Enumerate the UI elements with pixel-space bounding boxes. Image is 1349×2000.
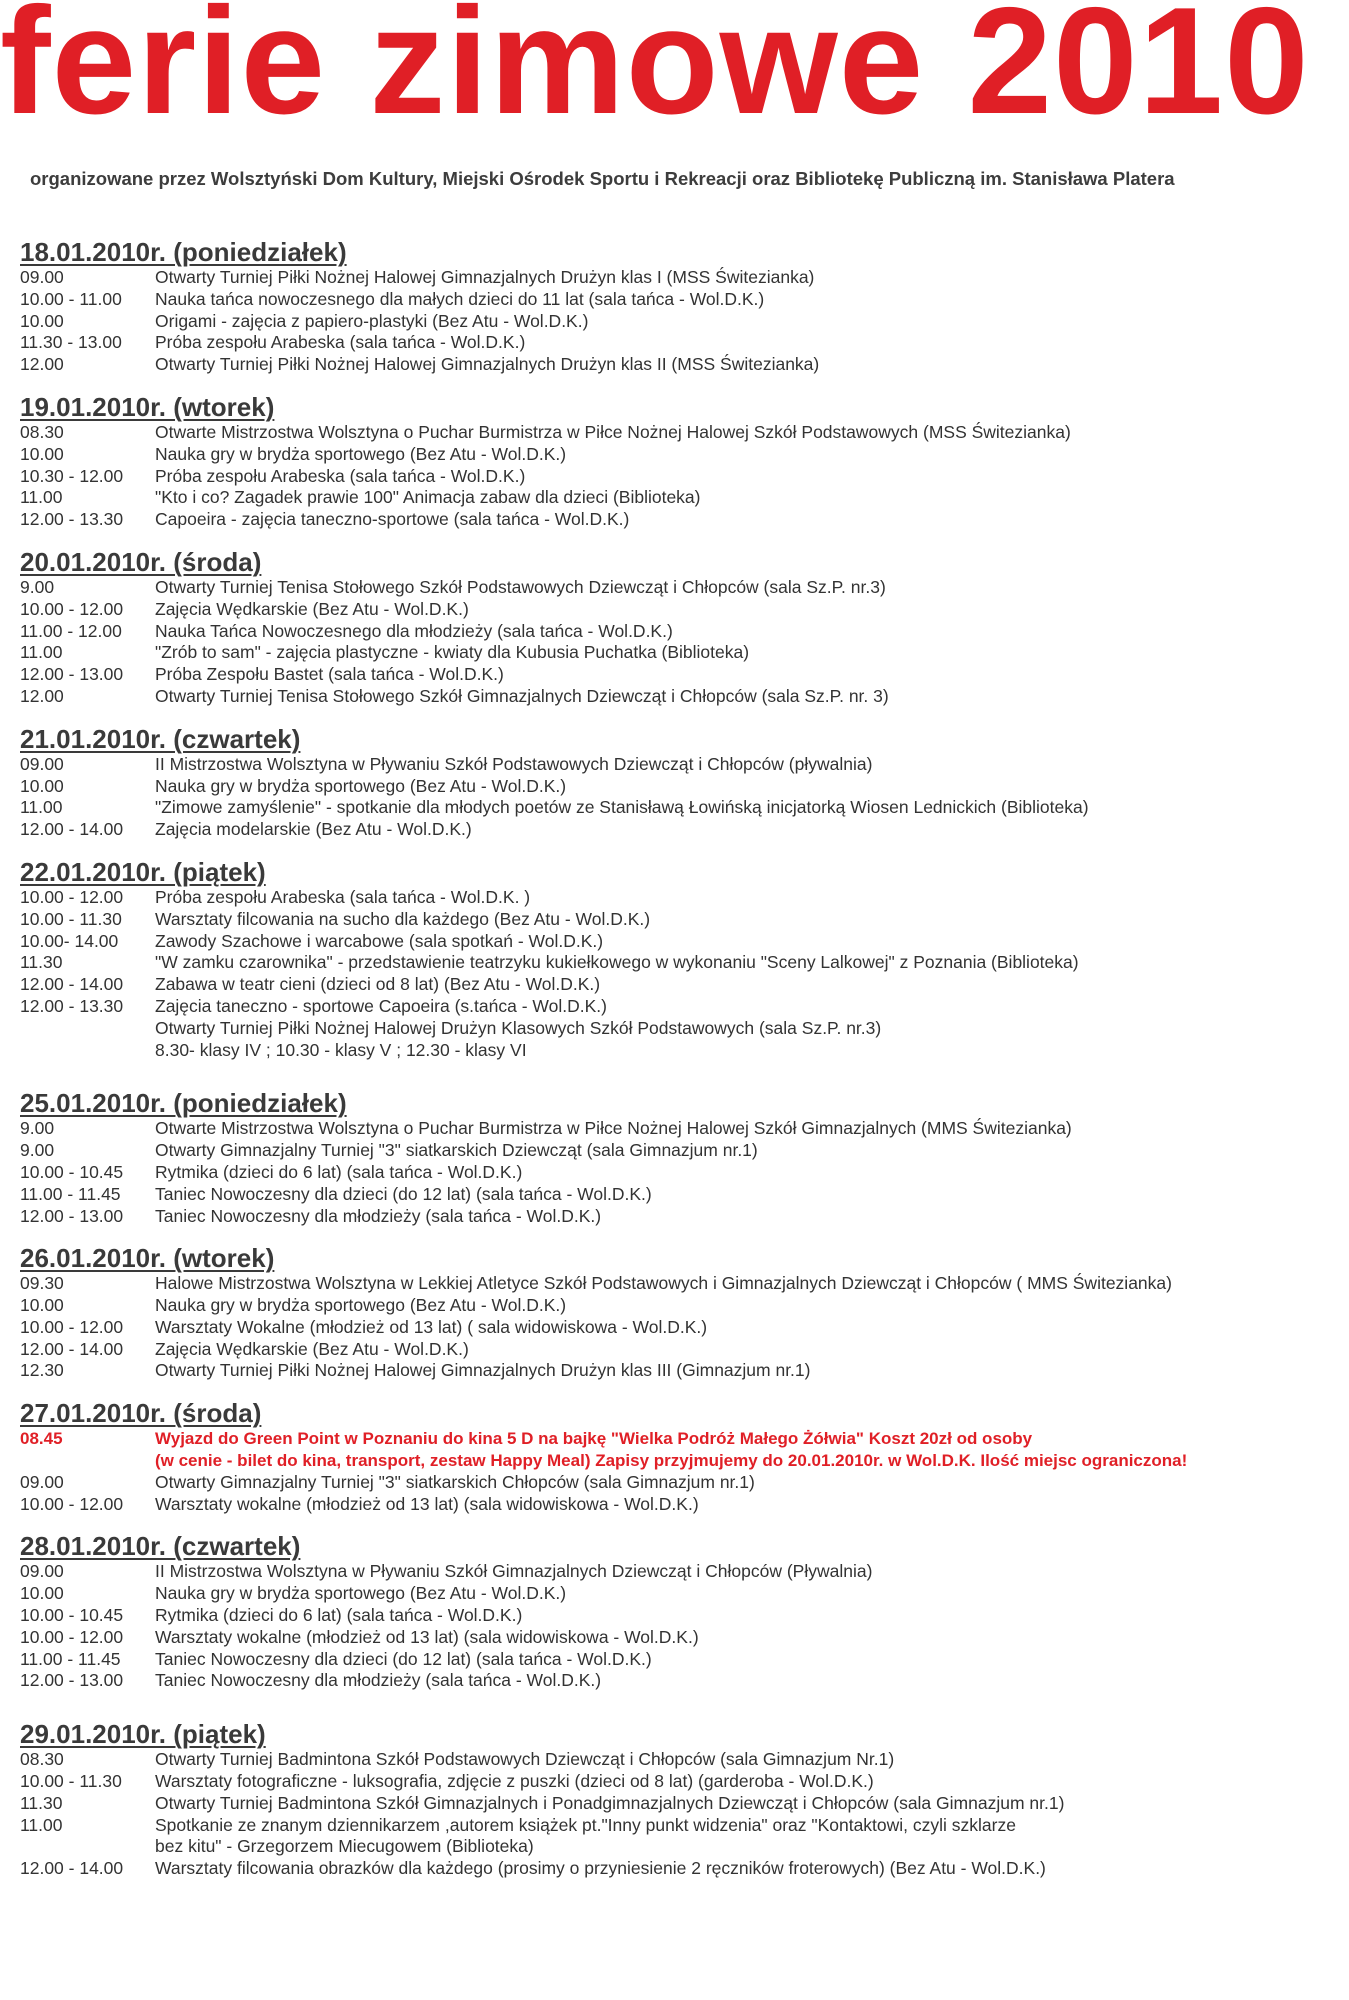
event-description: Nauka gry w brydża sportowego (Bez Atu - Wol.D.K.) (155, 1583, 567, 1604)
event-row (20, 754, 1345, 776)
event-row (20, 466, 1345, 488)
event-description: "Zrób to sam" - zajęcia plastyczne - kwiaty dla Kubusia Puchatka (Biblioteka) (155, 642, 750, 663)
event-description: Halowe Mistrzostwa Wolsztyna w Lekkiej Atletyce Szkół Podstawowych i Gimnazjalnych Dziewcząt i Chłopców ( MMS Świtezianka) (155, 1273, 1172, 1294)
event-row (20, 1649, 1345, 1671)
event-description: Próba zespołu Arabeska (sala tańca - Wol.D.K.) (155, 465, 526, 486)
event-row (20, 797, 1345, 819)
day-heading: 25.01.2010r. (poniedziałek) (20, 1088, 347, 1119)
event-time: 08.30 (20, 1749, 64, 1770)
event-description: Warsztaty filcowania na sucho dla każdego (Bez Atu - Wol.D.K.) (155, 908, 651, 929)
event-description: Otwarty Gimnazjalny Turniej "3" siatkarskich Chłopców (sala Gimnazjum nr.1) (155, 1471, 755, 1492)
event-row (20, 289, 1345, 311)
event-row (20, 909, 1345, 931)
event-description: II Mistrzostwa Wolsztyna w Pływaniu Szkół Gimnazjalnych Dziewcząt i Chłopców (Pływalnia) (155, 1561, 873, 1582)
event-description: Wyjazd do Green Point w Poznaniu do kina 5 D na bajkę "Wielka Podróż Małego Żółwia" Koszt 20zł od osoby (155, 1429, 1033, 1449)
event-row (20, 1605, 1345, 1627)
event-description: Próba Zespołu Bastet (sala tańca - Wol.D.K.) (155, 664, 504, 685)
event-row (20, 974, 1345, 996)
event-description: Zajęcia taneczno - sportowe Capoeira (s.tańca - Wol.D.K.) (155, 995, 607, 1016)
event-time: 09.00 (20, 267, 64, 287)
event-time: 11.00 (20, 797, 63, 818)
event-time (20, 1836, 155, 1858)
event-time: 08.45 (20, 1429, 63, 1449)
event-row (20, 1140, 1345, 1162)
event-time: 12.00 - 13.00 (20, 664, 124, 685)
event-time: 09.00 (20, 1471, 64, 1492)
event-description: Origami - zajęcia z papiero-plastyki (Bez Atu - Wol.D.K.) (155, 310, 589, 331)
event-description: Warsztaty wokalne (młodzież od 13 lat) (sala widowiskowa - Wol.D.K.) (155, 1493, 699, 1514)
event-description: Otwarty Turniej Piłki Nożnej Halowej Gimnazjalnych Drużyn klas I (MSS Świtezianka) (155, 267, 815, 287)
event-time: 10.00 (20, 443, 64, 464)
event-time: 12.00 - 13.00 (20, 1205, 124, 1226)
event-time: 12.00 - 13.00 (20, 1670, 124, 1691)
event-description: bez kitu" - Grzegorzem Miecugowem (Biblioteka) (155, 1836, 534, 1857)
event-time (20, 1040, 155, 1062)
event-description: (w cenie - bilet do kina, transport, zestaw Happy Meal) Zapisy przyjmujemy do 20.01.2010r. w Wol.D.K. Ilość miejsc ograniczona! (155, 1451, 1188, 1471)
event-time: 10.00 (20, 1295, 64, 1316)
schedule (20, 238, 1345, 1897)
event-description: Zajęcia Wędkarskie (Bez Atu - Wol.D.K.) (155, 598, 469, 619)
event-row (20, 686, 1345, 708)
event-row (20, 1040, 1345, 1062)
event-description: "Kto i co? Zagadek prawie 100" Animacja zabaw dla dzieci (Biblioteka) (155, 487, 701, 508)
event-description: Capoeira - zajęcia taneczno-sportowe (sala tańca - Wol.D.K.) (155, 509, 630, 530)
event-description: Otwarty Turniej Badmintona Szkół Podstawowych Dziewcząt i Chłopców (sala Gimnazjum Nr.1) (155, 1749, 895, 1770)
day-section (20, 1532, 1345, 1692)
event-row (20, 1360, 1345, 1382)
event-row (20, 1118, 1345, 1140)
event-row (20, 996, 1345, 1018)
day-section (20, 1399, 1345, 1515)
event-time: 08.30 (20, 421, 64, 442)
event-description: "W zamku czarownika" - przedstawienie teatrzyku kukiełkowego w wykonaniu "Sceny Lalkowej" z Poznania (Biblioteka) (155, 952, 1079, 973)
organizers-subtitle: organizowane przez Wolsztyński Dom Kultury, Miejski Ośrodek Sportu i Rekreacji oraz Bibliotekę Publiczną im. Stanisława Platera (30, 168, 1175, 189)
event-description: Próba zespołu Arabeska (sala tańca - Wol.D.K. ) (155, 886, 531, 907)
event-row (20, 642, 1345, 664)
day-section (20, 858, 1345, 1061)
event-time: 10.00 (20, 775, 64, 796)
event-time: 12.00 - 14.00 (20, 819, 124, 840)
event-description: Nauka tańca nowoczesnego dla małych dzieci do 11 lat (sala tańca - Wol.D.K.) (155, 288, 765, 309)
event-row (20, 1749, 1345, 1771)
event-time: 9.00 (20, 1118, 55, 1139)
event-row (20, 1472, 1345, 1494)
event-row (20, 664, 1345, 686)
event-time (20, 1018, 155, 1040)
event-time: 11.00 (20, 642, 63, 663)
event-row (20, 952, 1345, 974)
event-description: II Mistrzostwa Wolsztyna w Pływaniu Szkół Podstawowych Dziewcząt i Chłopców (pływalnia) (155, 753, 873, 774)
event-row (20, 931, 1345, 953)
day-heading: 21.01.2010r. (czwartek) (20, 723, 301, 754)
event-description: Taniec Nowoczesny dla młodzieży (sala tańca - Wol.D.K.) (155, 1205, 602, 1226)
day-section (20, 393, 1345, 531)
event-row (20, 267, 1345, 289)
event-row (20, 1670, 1345, 1692)
event-row (20, 354, 1345, 376)
event-time: 10.00 - 11.30 (20, 1771, 122, 1792)
event-description: Zajęcia Wędkarskie (Bez Atu - Wol.D.K.) (155, 1338, 469, 1359)
event-description: Otwarty Turniej Piłki Nożnej Halowej Drużyn Klasowych Szkół Podstawowych (sala Sz.P. nr.3) (155, 1017, 882, 1038)
day-heading: 29.01.2010r. (piątek) (20, 1719, 266, 1750)
event-row (20, 1162, 1345, 1184)
event-row (20, 1018, 1345, 1040)
event-row (20, 487, 1345, 509)
event-time: 12.00 - 13.30 (20, 995, 124, 1016)
event-time: 10.00 - 11.30 (20, 908, 122, 929)
event-time: 11.30 - 13.00 (20, 332, 122, 353)
event-description: Otwarty Turniej Piłki Nożnej Halowej Gimnazjalnych Drużyn klas II (MSS Świtezianka) (155, 354, 820, 375)
event-row (20, 1184, 1345, 1206)
event-time: 10.00 - 12.00 (20, 1493, 124, 1514)
event-description: Nauka Tańca Nowoczesnego dla młodzieży (sala tańca - Wol.D.K.) (155, 620, 673, 641)
event-description: Otwarte Mistrzostwa Wolsztyna o Puchar Burmistrza w Piłce Nożnej Halowej Szkół Podstawowych (MSS Świtezianka) (155, 421, 1071, 442)
event-description: Taniec Nowoczesny dla dzieci (do 12 lat) (sala tańca - Wol.D.K.) (155, 1648, 652, 1669)
event-time: 10.00- 14.00 (20, 930, 119, 951)
event-time: 10.30 - 12.00 (20, 465, 124, 486)
event-description: Warsztaty wokalne (młodzież od 13 lat) (sala widowiskowa - Wol.D.K.) (155, 1626, 699, 1647)
event-time: 10.00 - 11.00 (20, 288, 122, 309)
event-row (20, 1206, 1345, 1228)
event-row (20, 1815, 1345, 1837)
event-row (20, 1858, 1345, 1880)
event-row (20, 1583, 1345, 1605)
event-row (20, 444, 1345, 466)
day-section (20, 725, 1345, 841)
event-description: Nauka gry w brydża sportowego (Bez Atu - Wol.D.K.) (155, 443, 567, 464)
event-time: 11.00 - 11.45 (20, 1648, 121, 1669)
event-row (20, 1494, 1345, 1516)
event-description: Próba zespołu Arabeska (sala tańca - Wol.D.K.) (155, 332, 526, 353)
day-section (20, 238, 1345, 376)
event-time: 10.00 - 12.00 (20, 598, 124, 619)
event-description: Spotkanie ze znanym dziennikarzem ,autorem książek pt."Inny punkt widzenia" oraz "Kontaktowi, czyli szklarze (155, 1814, 1016, 1835)
event-row (20, 1339, 1345, 1361)
day-section (20, 548, 1345, 708)
day-section (20, 1089, 1345, 1227)
event-row (20, 1627, 1345, 1649)
event-time: 12.00 - 14.00 (20, 1338, 124, 1359)
event-time: 11.00 - 11.45 (20, 1183, 121, 1204)
page-title: ferie zimowe 2010 (0, 0, 1310, 146)
event-time: 10.00 - 12.00 (20, 1626, 124, 1647)
event-description: Otwarty Turniej Piłki Nożnej Halowej Gimnazjalnych Drużyn klas III (Gimnazjum nr.1) (155, 1360, 811, 1381)
event-description: Warsztaty fotograficzne - luksografia, zdjęcie z puszki (dzieci od 8 lat) (garderoba - Wol.D.K.) (155, 1771, 874, 1792)
event-time: 10.00 (20, 310, 64, 331)
event-row (20, 422, 1345, 444)
event-time: 09.00 (20, 1561, 64, 1582)
event-time: 9.00 (20, 1140, 55, 1161)
event-description: Warsztaty filcowania obrazków dla każdego (prosimy o przyniesienie 2 ręczników froterowych) (Bez Atu - Wol.D.K.) (155, 1858, 1046, 1879)
event-description: Otwarty Turniej Tenisa Stołowego Szkół Gimnazjalnych Dziewcząt i Chłopców (sala Sz.P. nr. 3) (155, 685, 889, 706)
event-time: 10.00 - 12.00 (20, 1316, 124, 1337)
event-row (20, 1771, 1345, 1793)
event-time: 09.30 (20, 1273, 64, 1294)
event-time: 12.30 (20, 1360, 64, 1381)
event-description: Otwarte Mistrzostwa Wolsztyna o Puchar Burmistrza w Piłce Nożnej Halowej Szkół Gimnazjalnych (MMS Świtezianka) (155, 1118, 1072, 1139)
event-description: Otwarty Turniej Tenisa Stołowego Szkół Podstawowych Dziewcząt i Chłopców (sala Sz.P. nr.3) (155, 576, 886, 597)
event-description: Rytmika (dzieci do 6 lat) (sala tańca - Wol.D.K.) (155, 1161, 523, 1182)
event-description: Zabawa w teatr cieni (dzieci od 8 lat) (Bez Atu - Wol.D.K.) (155, 974, 601, 995)
event-time: 11.30 (20, 1792, 63, 1813)
event-row (20, 776, 1345, 798)
day-heading: 28.01.2010r. (czwartek) (20, 1531, 301, 1562)
event-time: 12.00 - 13.30 (20, 509, 124, 530)
event-row (20, 1428, 1345, 1450)
event-time: 9.00 (20, 576, 55, 597)
event-row (20, 1273, 1345, 1295)
event-time: 12.00 - 14.00 (20, 974, 124, 995)
event-row (20, 577, 1345, 599)
event-time: 10.00 (20, 1583, 64, 1604)
event-time: 12.00 (20, 354, 64, 375)
day-heading: 27.01.2010r. (środa) (20, 1398, 262, 1429)
event-description: Warsztaty Wokalne (młodzież od 13 lat) ( sala widowiskowa - Wol.D.K.) (155, 1316, 708, 1337)
event-description: Otwarty Turniej Badmintona Szkół Gimnazjalnych i Ponadgimnazjalnych Dziewcząt i Chłopców (sala Gimnazjum nr.1) (155, 1792, 1065, 1813)
event-row (20, 1793, 1345, 1815)
event-description: "Zimowe zamyślenie" - spotkanie dla młodych poetów ze Stanisławą Łowińską inicjatorką Wiosen Lednickich (Biblioteka) (155, 797, 1089, 818)
event-time: 12.00 - 14.00 (20, 1858, 124, 1879)
day-heading: 22.01.2010r. (piątek) (20, 856, 266, 887)
event-row (20, 1295, 1345, 1317)
event-time: 11.30 (20, 952, 63, 973)
event-row (20, 621, 1345, 643)
day-heading: 19.01.2010r. (wtorek) (20, 391, 275, 422)
event-description: Nauka gry w brydża sportowego (Bez Atu - Wol.D.K.) (155, 1295, 567, 1316)
event-description: Zawody Szachowe i warcabowe (sala spotkań - Wol.D.K.) (155, 930, 604, 951)
event-row (20, 1561, 1345, 1583)
event-time: 10.00 - 10.45 (20, 1605, 124, 1626)
event-description: Taniec Nowoczesny dla młodzieży (sala tańca - Wol.D.K.) (155, 1670, 602, 1691)
event-time: 12.00 (20, 685, 64, 706)
event-description: Otwarty Gimnazjalny Turniej "3" siatkarskich Dziewcząt (sala Gimnazjum nr.1) (155, 1140, 758, 1161)
event-row (20, 1317, 1345, 1339)
event-row (20, 332, 1345, 354)
event-time: 11.00 (20, 487, 63, 508)
event-row (20, 509, 1345, 531)
day-section (20, 1244, 1345, 1382)
event-time: 11.00 (20, 1814, 63, 1835)
day-heading: 26.01.2010r. (wtorek) (20, 1243, 275, 1274)
event-time: 10.00 - 10.45 (20, 1161, 124, 1182)
event-row (20, 599, 1345, 621)
event-time: 11.00 - 12.00 (20, 620, 122, 641)
event-row (20, 819, 1345, 841)
event-description: Zajęcia modelarskie (Bez Atu - Wol.D.K.) (155, 819, 472, 840)
event-description: 8.30- klasy IV ; 10.30 - klasy V ; 12.30 - klasy VI (155, 1039, 527, 1060)
event-row (20, 1450, 1345, 1472)
day-heading: 20.01.2010r. (środa) (20, 546, 262, 577)
event-row (20, 887, 1345, 909)
event-row (20, 1836, 1345, 1858)
event-time: 10.00 - 12.00 (20, 886, 124, 907)
event-row (20, 311, 1345, 333)
day-heading: 18.01.2010r. (poniedziałek) (20, 237, 347, 267)
day-section (20, 1720, 1345, 1880)
event-description: Nauka gry w brydża sportowego (Bez Atu - Wol.D.K.) (155, 775, 567, 796)
event-description: Taniec Nowoczesny dla dzieci (do 12 lat) (sala tańca - Wol.D.K.) (155, 1183, 652, 1204)
event-description: Rytmika (dzieci do 6 lat) (sala tańca - Wol.D.K.) (155, 1605, 523, 1626)
event-time (20, 1450, 155, 1472)
event-time: 09.00 (20, 753, 64, 774)
